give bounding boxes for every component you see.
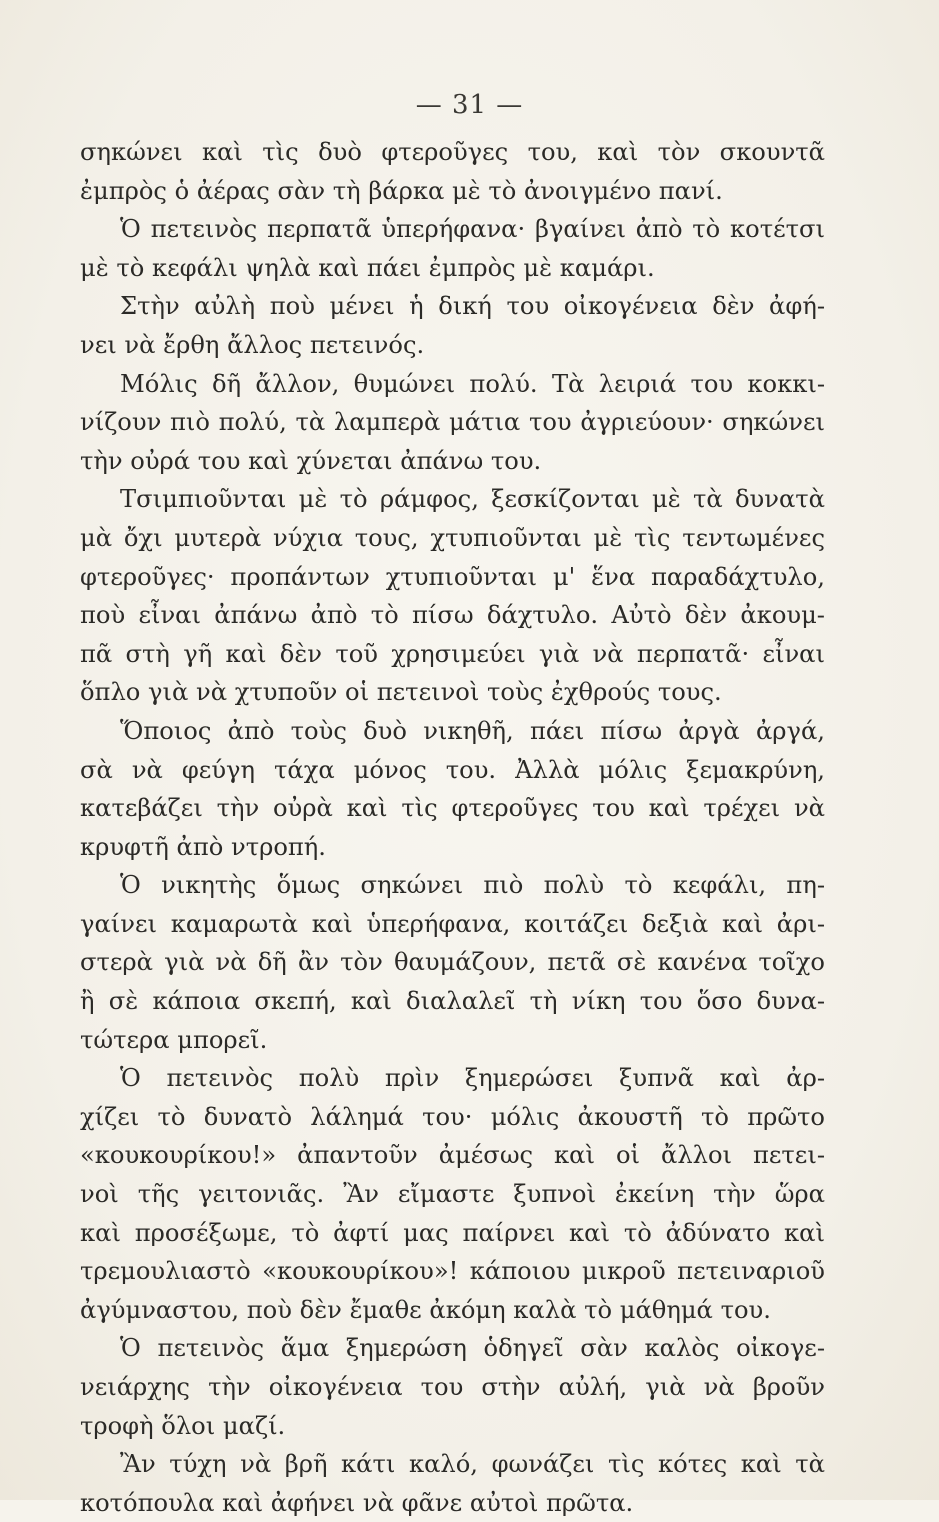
text-line: Ὁ πετεινὸς πολὺ πρὶν ξημερώσει ξυπνᾶ καὶ ἀρ- — [120, 1064, 825, 1093]
page-number: — 31 — — [415, 90, 524, 120]
text-line: Ὁ πετεινὸς περπατᾶ ὑπερήφανα· βγαίνει ἀπὸ τὸ κοτέτσι — [120, 215, 825, 244]
text-line: Ἂν τύχη νὰ βρῆ κάτι καλό, φωνάζει τὶς κότες καὶ τὰ — [120, 1450, 825, 1479]
text-line: κατεβάζει τὴν οὐρὰ καὶ τὶς φτεροῦγες του καὶ τρέχει νὰ — [80, 794, 825, 823]
text-line: Μόλις δῆ ἄλλον, θυμώνει πολύ. Τὰ λειριά του κοκκι- — [120, 369, 825, 398]
text-line: κρυφτῆ ἀπὸ ντροπή. — [80, 832, 326, 861]
text-line: κοτόπουλα καὶ ἀφήνει νὰ φᾶνε αὐτοὶ πρῶτα. — [80, 1488, 634, 1517]
text-line: νίζουν πιὸ πολύ, τὰ λαμπερὰ μάτια του ἀγριεύουν· σηκώνει — [80, 408, 825, 437]
text-line: «κουκουρίκου!» ἀπαντοῦν ἀμέσως καὶ οἱ ἄλλοι πετει- — [80, 1141, 825, 1170]
text-line: μὰ ὄχι μυτερὰ νύχια τους, χτυπιοῦνται μὲ τὶς τεντωμένες — [80, 523, 825, 552]
text-line: τώτερα μπορεῖ. — [80, 1025, 268, 1054]
text-line: σὰ νὰ φεύγη τάχα μόνος του. Ἀλλὰ μόλις ξεμακρύνη, — [80, 755, 825, 784]
text-line: ἐμπρὸς ὁ ἀέρας σὰν τὴ βάρκα μὲ τὸ ἀνοιγμένο πανί. — [80, 176, 723, 205]
text-line: ὅπλο γιὰ νὰ χτυποῦν οἱ πετεινοὶ τοὺς ἐχθρούς τους. — [80, 678, 722, 707]
text-line: μὲ τὸ κεφάλι ψηλὰ καὶ πάει ἐμπρὸς μὲ καμάρι. — [80, 253, 655, 282]
text-line: χίζει τὸ δυνατὸ λάλημά του· μόλις ἀκουστῆ τὸ πρῶτο — [80, 1102, 825, 1131]
text-line: τρεμουλιαστὸ «κουκουρίκου»! κάποιου μικροῦ πετειναριοῦ — [80, 1257, 825, 1286]
text-line: γαίνει καμαρωτὰ καὶ ὑπερήφανα, κοιτάζει δεξιὰ καὶ ἀρι- — [80, 909, 825, 938]
text-line: τροφὴ ὅλοι μαζί. — [80, 1411, 286, 1440]
text-line: νει νὰ ἔρθη ἄλλος πετεινός. — [80, 330, 425, 359]
text-line: ἀγύμναστου, ποὺ δὲν ἔμαθε ἀκόμη καλὰ τὸ μάθημά του. — [80, 1295, 771, 1324]
text-line: νειάρχης τὴν οἰκογένεια του στὴν αὐλή, γιὰ νὰ βροῦν — [80, 1373, 825, 1401]
text-line: σηκώνει καὶ τὶς δυὸ φτεροῦγες του, καὶ τὸν σκουντᾶ — [80, 138, 825, 166]
text-line: νοὶ τῆς γειτονιᾶς. Ἂν εἴμαστε ξυπνοὶ ἐκείνη τὴν ὥρα — [80, 1180, 825, 1209]
text-line: τὴν οὐρά του καὶ χύνεται ἀπάνω του. — [80, 446, 542, 475]
text-line: ποὺ εἶναι ἀπάνω ἀπὸ τὸ πίσω δάχτυλο. Αὐτὸ δὲν ἀκουμ- — [80, 601, 825, 630]
text-line: στερὰ γιὰ νὰ δῆ ἂν τὸν θαυμάζουν, πετᾶ σὲ κανένα τοῖχο — [80, 948, 825, 977]
text-line: πᾶ στὴ γῆ καὶ δὲν τοῦ χρησιμεύει γιὰ νὰ περπατᾶ· εἶναι — [80, 639, 825, 668]
text-line: καὶ προσέξωμε, τὸ ἀφτί μας παίρνει καὶ τὸ ἀδύνατο καὶ — [80, 1218, 825, 1247]
text-line: Ὁ νικητὴς ὅμως σηκώνει πιὸ πολὺ τὸ κεφάλι, πη- — [120, 871, 825, 900]
text-line: Τσιμπιοῦνται μὲ τὸ ράμφος, ξεσκίζονται μὲ τὰ δυνατὰ — [120, 485, 825, 514]
text-line: Ὅποιος ἀπὸ τοὺς δυὸ νικηθῆ, πάει πίσω ἀργὰ ἀργά, — [120, 716, 825, 745]
text-line: Στὴν αὐλὴ ποὺ μένει ἡ δική του οἰκογένεια δὲν ἀφή- — [120, 292, 825, 321]
text-line: Ὁ πετεινὸς ἅμα ξημερώση ὁδηγεῖ σὰν καλὸς οἰκογε- — [120, 1334, 825, 1363]
body-text — [80, 133, 825, 1522]
text-line: φτεροῦγες· προπάντων χτυπιοῦνται μ' ἕνα παραδάχτυλο, — [80, 562, 825, 591]
text-line: ἢ σὲ κάποια σκεπή, καὶ διαλαλεῖ τὴ νίκη του ὅσο δυνα- — [80, 987, 825, 1016]
